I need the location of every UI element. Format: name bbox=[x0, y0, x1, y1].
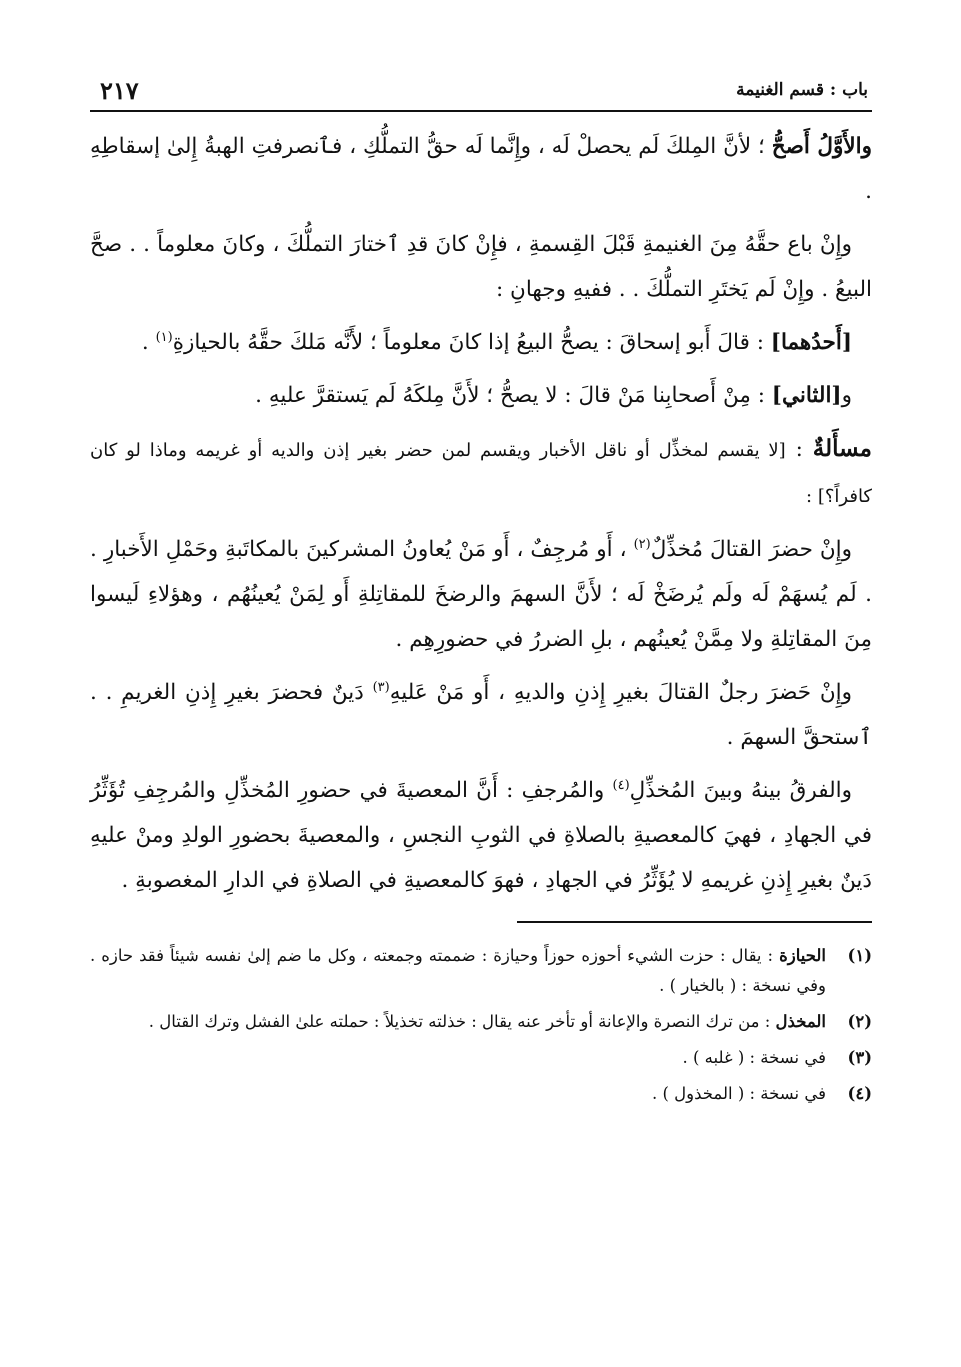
paragraph-text: ؛ لأنَّ المِلكَ لَم يحصلْ لَه ، وإِنَّما لَه حقُّ التملُّكِ ، فٱنصرفتِ الهبةُ إِلىٰ إسقاطِهِ . bbox=[90, 134, 872, 204]
footnote-text bbox=[90, 1007, 826, 1037]
paragraph-2 bbox=[90, 222, 872, 312]
paragraph-text: والفرقُ بينهُ وبينَ المُخذِّلِ bbox=[629, 778, 852, 803]
footnote-term: الحيازة bbox=[779, 946, 826, 965]
footnote-number: (٤) bbox=[847, 1084, 872, 1103]
masala-title: مسأَلةٌ bbox=[812, 435, 872, 462]
paragraph-1 bbox=[90, 124, 872, 214]
footnote-ref-2[interactable]: (٢) bbox=[633, 536, 651, 552]
footnote-ref-1[interactable]: (١) bbox=[155, 329, 173, 345]
paragraph-4 bbox=[90, 373, 872, 418]
footnote-divider bbox=[517, 921, 872, 923]
main-text bbox=[90, 124, 872, 903]
footnote-term: المخذل bbox=[775, 1012, 826, 1031]
footnotes bbox=[90, 941, 872, 1109]
page-number: ٢١٧ bbox=[100, 76, 139, 105]
paragraph-text: دَينٌ فحضرَ بغيرِ إِذنِ الغريمِ . . ٱستحقَّ السهمَ . bbox=[90, 680, 872, 750]
footnote-4 bbox=[90, 1079, 872, 1109]
bold-phrase: والأَوَّلُ أَصحُّ bbox=[771, 134, 873, 159]
paragraph-text: : قالَ أَبو إسحاقَ : يصحُّ البيعُ إذا كانَ معلوماً ؛ لأَنَّه مَلكَ حقَّهُ بالحيازةِ bbox=[172, 330, 771, 355]
footnote-ref-3[interactable]: (٣) bbox=[372, 679, 390, 695]
footnote-number: (٣) bbox=[847, 1048, 872, 1067]
footnote-body: في نسخة : ( غلبه ) . bbox=[682, 1048, 826, 1067]
masala-heading bbox=[90, 426, 872, 519]
chapter-title: باب : قسم الغنيمة bbox=[736, 80, 868, 100]
book-page bbox=[90, 70, 872, 1115]
paragraph-text: والمُرجفِ : أَنَّ المعصيةَ في حضورِ المُخذِّلِ والمُرجِفِ تُؤَثِّرُ في الجهادِ ، فهيَ كالمعصيةِ بالصلاةِ في الثوبِ النجسِ ، والمعصيةَ بحضورِ الولدِ ومنْ عليهِ دَينٌ بغيرِ إِذنِ غريمهِ لا يُؤَثِّرُ في الجهادِ ، فهوَ كالمعصيةِ في الصلاةِ في الدارِ المغصوبةِ . bbox=[90, 778, 872, 893]
paragraph-6 bbox=[90, 670, 872, 760]
paragraph-3 bbox=[90, 320, 872, 365]
paragraph-end: . bbox=[141, 330, 156, 355]
footnote-3 bbox=[90, 1043, 872, 1073]
footnote-1 bbox=[90, 941, 872, 1001]
paragraph-text: : مِنْ أَصحابِنا مَنْ قالَ : لا يصحُّ ؛ لأَنَّ مِلكَهُ لَم يَستقرَّ عليهِ . bbox=[255, 383, 772, 408]
footnote-text bbox=[90, 1043, 826, 1073]
paragraph-text: وإِنْ حَضرَ رجلٌ القتالَ بغيرِ إِذنِ والديهِ ، أَو مَنْ عَليهِ bbox=[389, 680, 852, 705]
footnote-body: : من ترك النصرة والإعانة أو تأخر عنه يقال : خذلته تخذيلاً : حملته علىٰ الفشل وترك القتال . bbox=[148, 1012, 776, 1031]
paragraph-text: ، أَو مُرجِفٌ ، أَو مَنْ يُعاونُ المشركينَ بالمكاتَبةِ وحَمْلِ الأَخبارِ . . لَم يُسهَمْ لَه ولَم يُرضَخْ لَه ؛ لأَنَّ السهمَ والرضخَ للمقاتِلةِ أَو لِمَنْ يُعينُهُم ، وهؤلاءِ لَيسوا مِنَ المقاتِلةِ ولا مِمَّنْ يُعينُهم ، بلِ الضررُ في حضورِهِم . bbox=[90, 537, 872, 652]
page-header bbox=[90, 70, 872, 112]
paragraph-text: وإِنْ باع حقَّهُ مِنَ الغنيمةِ قَبْلَ القِسمةِ ، فإِنْ كانَ قدِ ٱختارَ التملُّكَ ، وكانَ معلوماً . . صحَّ البيعُ . وإِنْ لَم يَختَرِ التملُّكَ . . ففيهِ وجهانِ : bbox=[90, 232, 872, 302]
footnote-body: : يقال : حزت الشيء أحوزه حوزاً وحيازة : ضممته وجمعته ، وكل ما ضم إلىٰ نفسه شيئاً فقد حازه . وفي نسخة : ( بالخيار ) . bbox=[90, 946, 826, 995]
paragraph-5 bbox=[90, 527, 872, 662]
footnote-text bbox=[90, 1079, 826, 1109]
footnote-text bbox=[90, 941, 826, 1001]
bold-phrase: [أَحدُهما] bbox=[770, 330, 852, 355]
masala-description: [لا يقسم لمخذِّل أو ناقل الأخبار ويقسم لمن حضر بغير إذن والديه أو غريمه وماذا لو كان كافراً؟] : bbox=[90, 440, 872, 507]
footnote-body: في نسخة : ( المخذول ) . bbox=[651, 1084, 826, 1103]
masala-separator: : bbox=[785, 437, 813, 462]
paragraph-text: وإِنْ حضرَ القتالَ مُخذِّلٌ bbox=[650, 537, 852, 562]
footnote-ref-4[interactable]: (٤) bbox=[612, 777, 630, 793]
paragraph-7 bbox=[90, 768, 872, 903]
footnote-number: (٢) bbox=[847, 1012, 872, 1031]
paragraph-prefix: و bbox=[841, 383, 852, 408]
bold-phrase: [الثاني] bbox=[771, 383, 842, 408]
footnote-number: (١) bbox=[847, 946, 872, 965]
footnote-2 bbox=[90, 1007, 872, 1037]
